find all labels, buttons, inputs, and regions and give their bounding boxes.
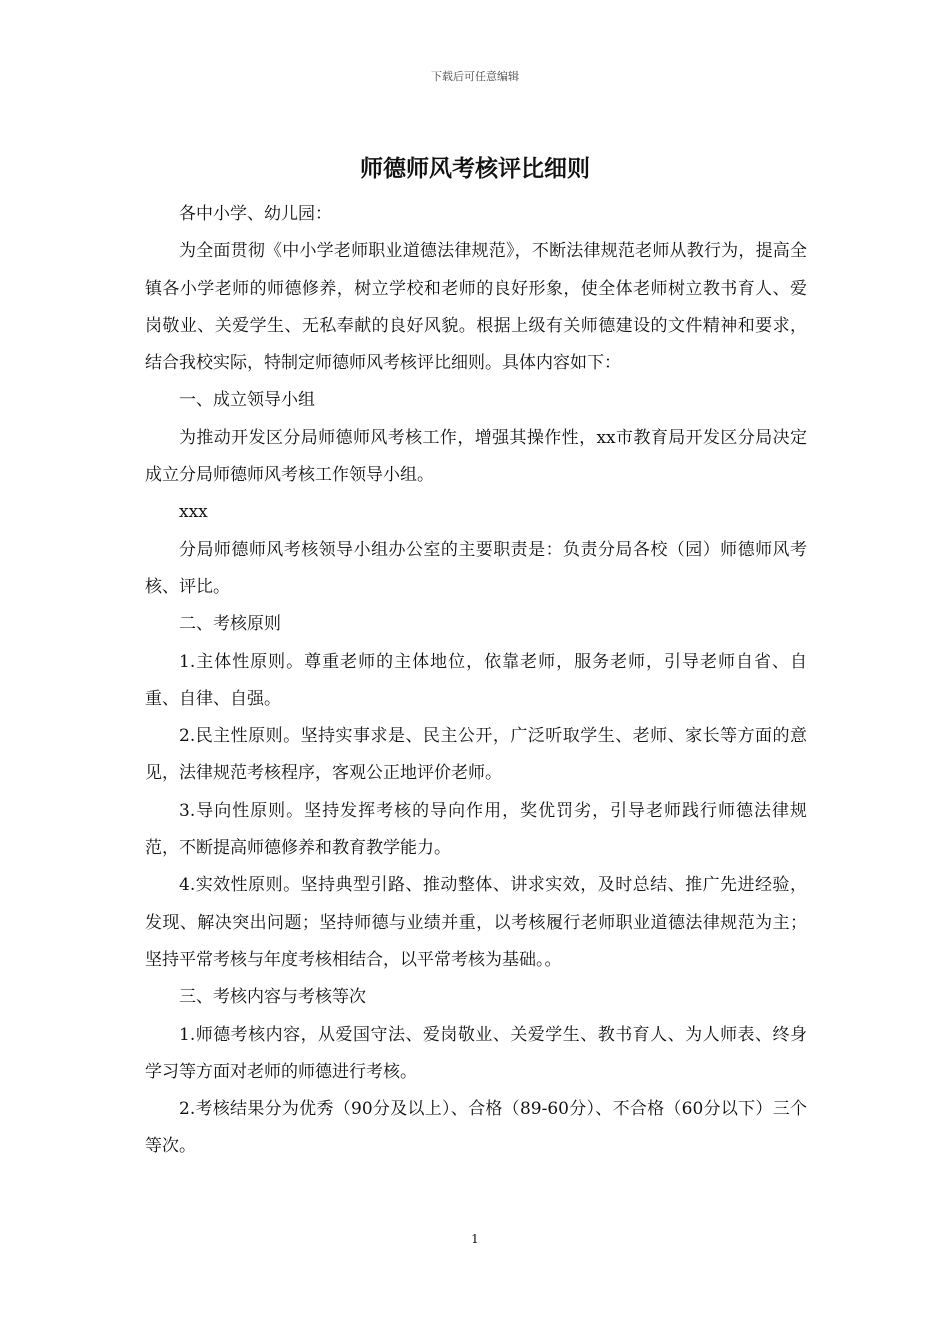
- paragraph-salutation: 各中小学、幼儿园：: [179, 204, 332, 224]
- section-heading-1: 一、成立领导小组: [179, 390, 315, 411]
- section-heading-2: 二、考核原则: [179, 614, 281, 635]
- document-title: 师德师风考核评比细则: [360, 156, 590, 182]
- list-item: 1.主体性原则。尊重老师的主体地位，依靠老师，服务老师，引导老师自省、自重、自律、自强。: [145, 651, 807, 709]
- paragraph: 分局师德师风考核领导小组办公室的主要职责是：负责分局各校（园）师德师风考核、评比。: [145, 539, 807, 597]
- paragraph-intro: 为全面贯彻《中小学老师职业道德法律规范》，不断法律规范老师从教行为，提高全镇各小学老师的师德修养，树立学校和老师的良好形象，使全体老师树立教书育人、爱岗敬业、关爱学生、无私奉献的良好风貌。根据上级有关师德建设的文件精神和要求，结合我校实际，特制定师德师风考核评比细则。具体内容如下：: [145, 241, 807, 374]
- list-item: 2.民主性原则。坚持实事求是、民主公开，广泛听取学生、老师、家长等方面的意见，法律规范考核程序，客观公正地评价老师。: [145, 726, 807, 784]
- list-item: 3.导向性原则。坚持发挥考核的导向作用，奖优罚劣，引导老师践行师德法律规范，不断提高师德修养和教育教学能力。: [145, 800, 807, 859]
- paragraph: 为推动开发区分局师德师风考核工作，增强其操作性，xx市教育局开发区分局决定成立分局师德师风考核工作领导小组。: [145, 427, 807, 486]
- section-heading-3: 三、考核内容与考核等次: [179, 987, 366, 1008]
- list-item: 2.考核结果分为优秀（90分及以上）、合格（89-60分）、不合格（60分以下）三个等次。: [145, 1099, 807, 1157]
- paragraph: xxx: [179, 502, 208, 523]
- header-note: 下载后可任意编辑: [431, 70, 519, 83]
- list-item: 1.师德考核内容，从爱国守法、爱岗敬业、关爱学生、教书育人、为人师表、终身学习等方面对老师的师德进行考核。: [145, 1024, 807, 1082]
- page-number: 1: [471, 1232, 479, 1246]
- document-body: [145, 196, 807, 1166]
- list-item: 4.实效性原则。坚持典型引路、推动整体、讲求实效，及时总结、推广先进经验，发现、解决突出问题；坚持师德与业绩并重，以考核履行老师职业道德法律规范为主；坚持平常考核与年度考核相结合，以平常考核为基础。。: [145, 875, 807, 970]
